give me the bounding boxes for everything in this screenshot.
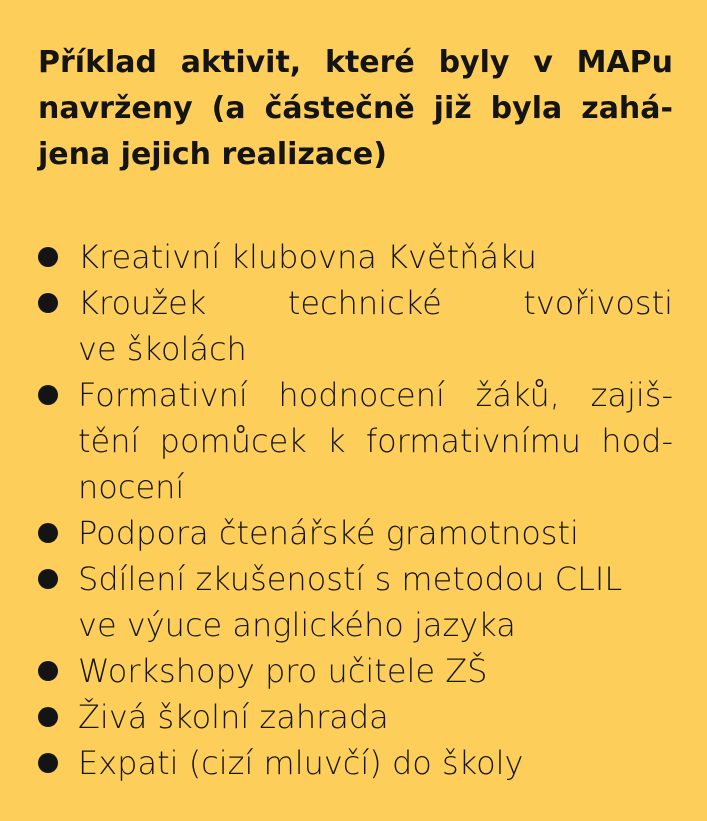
bullet-icon xyxy=(38,385,58,405)
bullet-icon xyxy=(38,293,58,313)
list-item xyxy=(38,648,673,694)
bullet-icon xyxy=(38,569,58,589)
item-line: Kroužek technické tvořivosti xyxy=(78,284,673,322)
item-line: ve školách xyxy=(78,330,247,368)
heading-line: navrženy (a částečně již byla zahá- xyxy=(38,91,673,126)
bullet-icon xyxy=(38,661,58,681)
item-line: Workshopy pro učitele ZŠ xyxy=(78,652,488,690)
heading-line: Příklad aktivit, které byly v MAPu xyxy=(38,45,673,80)
item-line: Kreativní klubovna Květňáku xyxy=(78,238,537,276)
activities-list xyxy=(38,234,673,786)
item-line: Sdílení zkušeností s metodou CLIL xyxy=(78,560,623,598)
list-item xyxy=(38,234,673,280)
list-item xyxy=(38,556,673,648)
item-line: ve výuce anglického jazyka xyxy=(78,606,516,644)
bullet-icon xyxy=(38,247,58,267)
bullet-icon xyxy=(38,753,58,773)
item-line: nocení xyxy=(78,468,185,506)
item-line: Formativní hodnocení žáků, zajiš- xyxy=(78,376,673,414)
panel-heading xyxy=(38,40,673,178)
list-item xyxy=(38,280,673,372)
item-line: Podpora čtenářské gramotnosti xyxy=(78,514,579,552)
list-item xyxy=(38,510,673,556)
item-line: Živá školní zahrada xyxy=(78,698,389,736)
item-line: Expati (cizí mluvčí) do školy xyxy=(78,744,524,782)
list-item xyxy=(38,372,673,510)
list-item xyxy=(38,740,673,786)
heading-line: jena jejich realizace) xyxy=(38,137,387,172)
bullet-icon xyxy=(38,523,58,543)
item-line: tění pomůcek k formativnímu hod- xyxy=(78,422,673,460)
list-item xyxy=(38,694,673,740)
bullet-icon xyxy=(38,707,58,727)
